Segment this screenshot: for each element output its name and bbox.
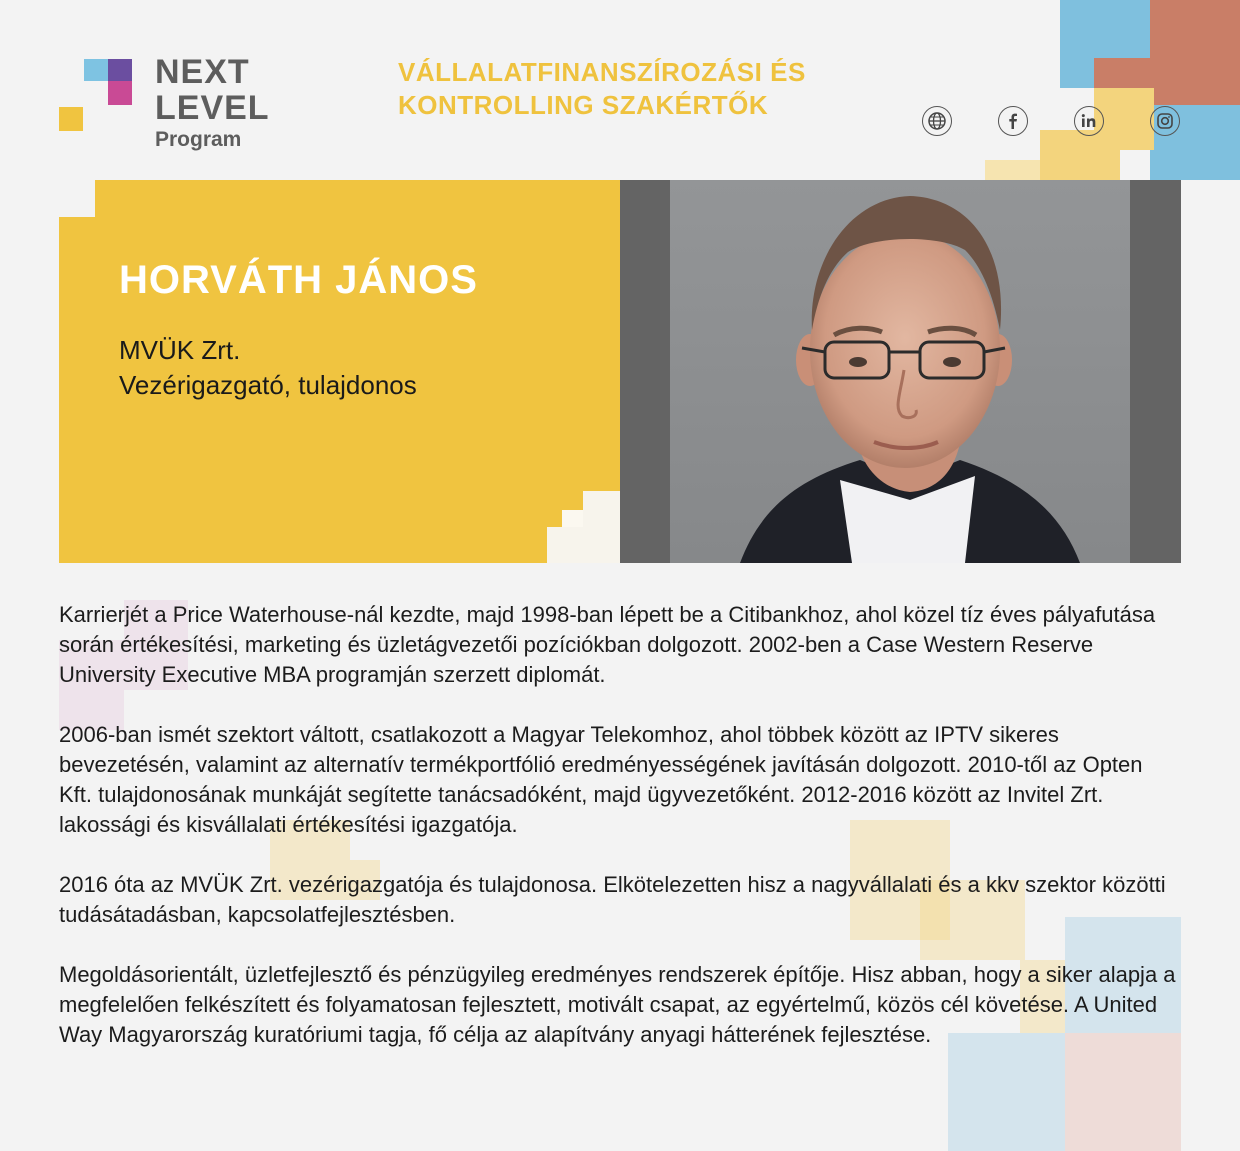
linkedin-icon[interactable] [1074,106,1104,136]
logo-line-level: LEVEL [155,89,270,127]
logo-square [108,81,132,105]
decorative-square [562,510,583,527]
decorative-square [985,160,1040,180]
decorative-square [1040,130,1120,180]
instagram-icon-glyph [1155,111,1175,131]
logo-wordmark [155,54,270,126]
tagline-line: KONTROLLING SZAKÉRTŐK [398,90,769,120]
logo-line-next: NEXT [155,53,250,91]
profile-company: MVÜK Zrt. [119,335,241,365]
globe-icon-glyph [927,111,947,131]
facebook-icon[interactable] [998,106,1028,136]
tagline-line: VÁLLALATFINANSZÍROZÁSI ÉS [398,57,806,87]
portrait-illustration [620,180,1181,563]
portrait-photo [620,180,1181,563]
logo-square [108,59,132,81]
globe-icon[interactable] [922,106,952,136]
profile-title: Vezérigazgató, tulajdonos [119,370,417,400]
logo-square [84,59,108,81]
linkedin-icon-glyph [1079,111,1099,131]
decorative-square [1094,58,1154,90]
decorative-square [583,491,620,563]
instagram-icon[interactable] [1150,106,1180,136]
logo-line-program: Program [155,128,242,151]
decorative-square [1150,0,1240,105]
decorative-square [547,527,583,563]
logo-square [59,107,83,131]
bio-paragraph: 2006-ban ismét szektort váltott, csatlakozott a Magyar Telekomhoz, ahol többek között az IPTV sikeres bevezetésén, valamint az alternatív termékportfólió eredményességének javításán dolgozott. 2010-től az Opten Kft. tulajdonosának munkáját segítette tanácsadóként, majd ügyvezetőként. 2012-2016 között az Invitel Zrt. lakossági és kisvállalati értékesítési igazgatója. [59,722,1143,837]
panel-notch [59,180,95,217]
facebook-icon-glyph [1003,111,1023,131]
bio-paragraph: Megoldásorientált, üzletfejlesztő és pénzügyileg eredményes rendszerek építője. Hisz abban, hogy a siker alapja a megfelelően felkészített és folyamatosan fejlesztett, motivált csapat, az egyértelmű, közös cél követése. A United Way Magyarország kuratóriumi tagja, fő célja az alapítvány anyagi hátterének fejlesztése. [59,962,1176,1047]
bio-paragraph: 2016 óta az MVÜK Zrt. vezérigazgatója és tulajdonosa. Elkötelezetten hisz a nagyvállalati és a kkv szektor közötti tudásátadásban, kapcsolatfejlesztésben. [59,872,1166,927]
bio-paragraph: Karrierjét a Price Waterhouse-nál kezdte, majd 1998-ban lépett be a Citibankhoz, ahol közel tíz éves pályafutása során értékesítési, marketing és üzletágvezetői pozíciókban dolgozott. 2002-ben a Case Western Reserve University Executive MBA programján szerzett diplomát. [59,602,1156,687]
biography [59,600,1179,1080]
profile-role [119,333,417,403]
profile-name: HORVÁTH JÁNOS [119,258,478,302]
tagline [398,56,878,122]
